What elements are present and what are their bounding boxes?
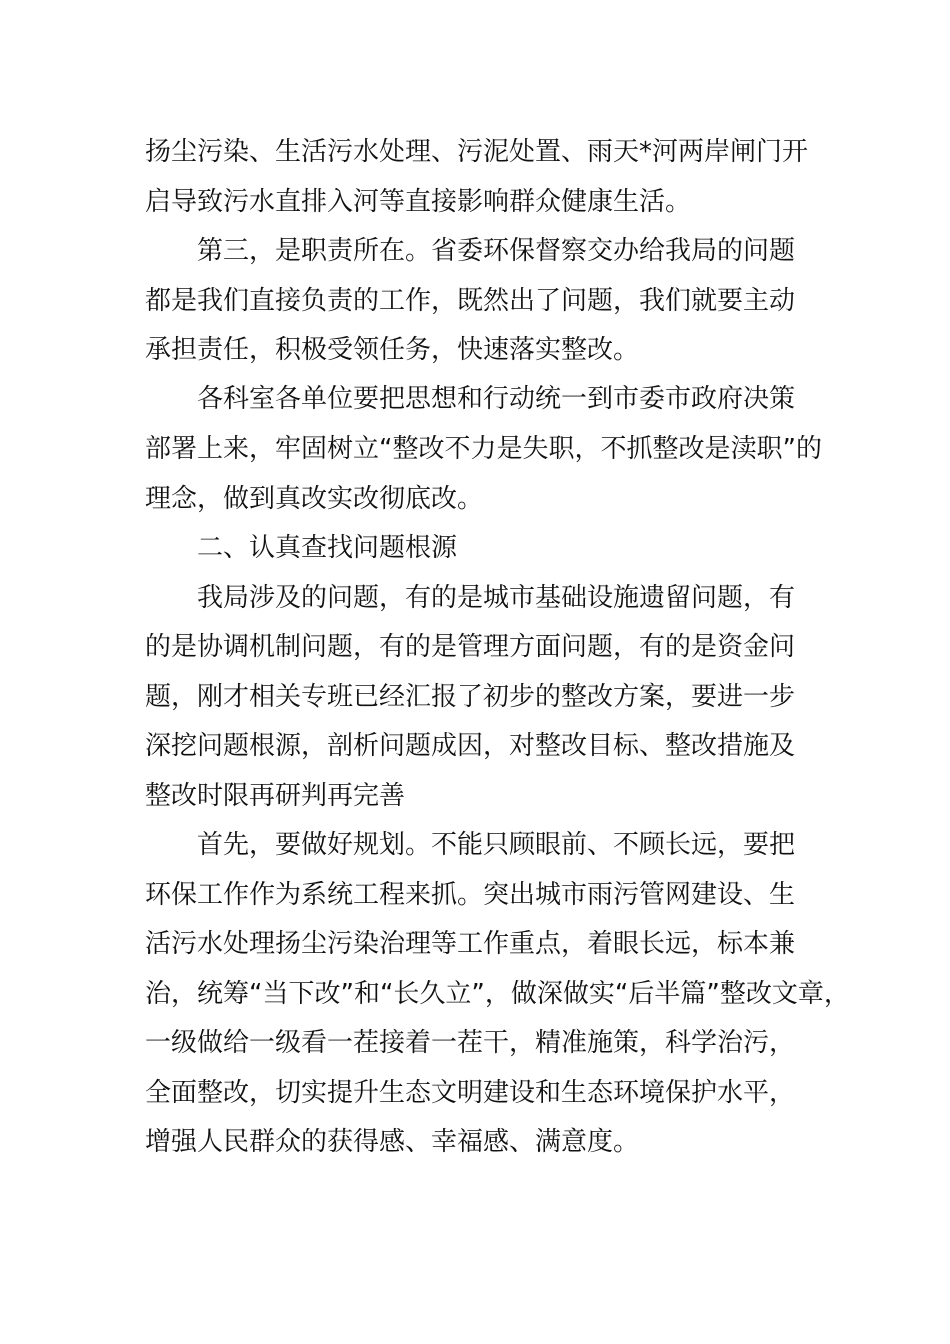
text-line: 承担责任，积极受领任务，快速落实整改。 bbox=[145, 335, 640, 365]
paragraph-start-line: 我局涉及的问题，有的是城市基础设施遗留问题，有 bbox=[197, 583, 796, 613]
section-heading: 二、认真查找问题根源 bbox=[197, 533, 458, 563]
paragraph-start-line: 第三，是职责所在。省委环保督察交办给我局的问题 bbox=[197, 236, 796, 266]
text-line: 题，刚才相关专班已经汇报了初步的整改方案，要进一步 bbox=[145, 682, 796, 712]
text-line: 都是我们直接负责的工作，既然出了问题，我们就要主动 bbox=[145, 286, 796, 316]
text-line: 活污水处理扬尘污染治理等工作重点，着眼长远，标本兼 bbox=[145, 929, 796, 959]
text-line: 的是协调机制问题，有的是管理方面问题，有的是资金问 bbox=[145, 632, 796, 662]
text-line: 一级做给一级看一茬接着一茬干，精准施策，科学治污， bbox=[145, 1028, 796, 1058]
text-line: 深挖问题根源，剖析问题成因，对整改目标、整改措施及 bbox=[145, 731, 796, 761]
paragraph-start-line: 各科室各单位要把思想和行动统一到市委市政府决策 bbox=[197, 384, 796, 414]
text-line: 理念，做到真改实改彻底改。 bbox=[145, 484, 484, 514]
text-line: 全面整改，切实提升生态文明建设和生态环境保护水平， bbox=[145, 1078, 796, 1108]
text-line: 环保工作作为系统工程来抓。突出城市雨污管网建设、生 bbox=[145, 880, 796, 910]
text-line: 整改时限再研判再完善 bbox=[145, 781, 406, 811]
text-line: 增强人民群众的获得感、幸福感、满意度。 bbox=[145, 1127, 640, 1157]
text-line: 扬尘污染、生活污水处理、污泥处置、雨天*河两岸闸门开 bbox=[145, 137, 809, 167]
text-line: 启导致污水直排入河等直接影响群众健康生活。 bbox=[145, 187, 692, 217]
text-line: 治，统筹“当下改”和“长久立”，做深做实“后半篇”整改文章， bbox=[145, 979, 850, 1009]
paragraph-start-line: 首先，要做好规划。不能只顾眼前、不顾长远，要把 bbox=[197, 830, 796, 860]
text-line: 部署上来，牢固树立“整改不力是失职，不抓整改是渎职”的 bbox=[145, 434, 822, 464]
